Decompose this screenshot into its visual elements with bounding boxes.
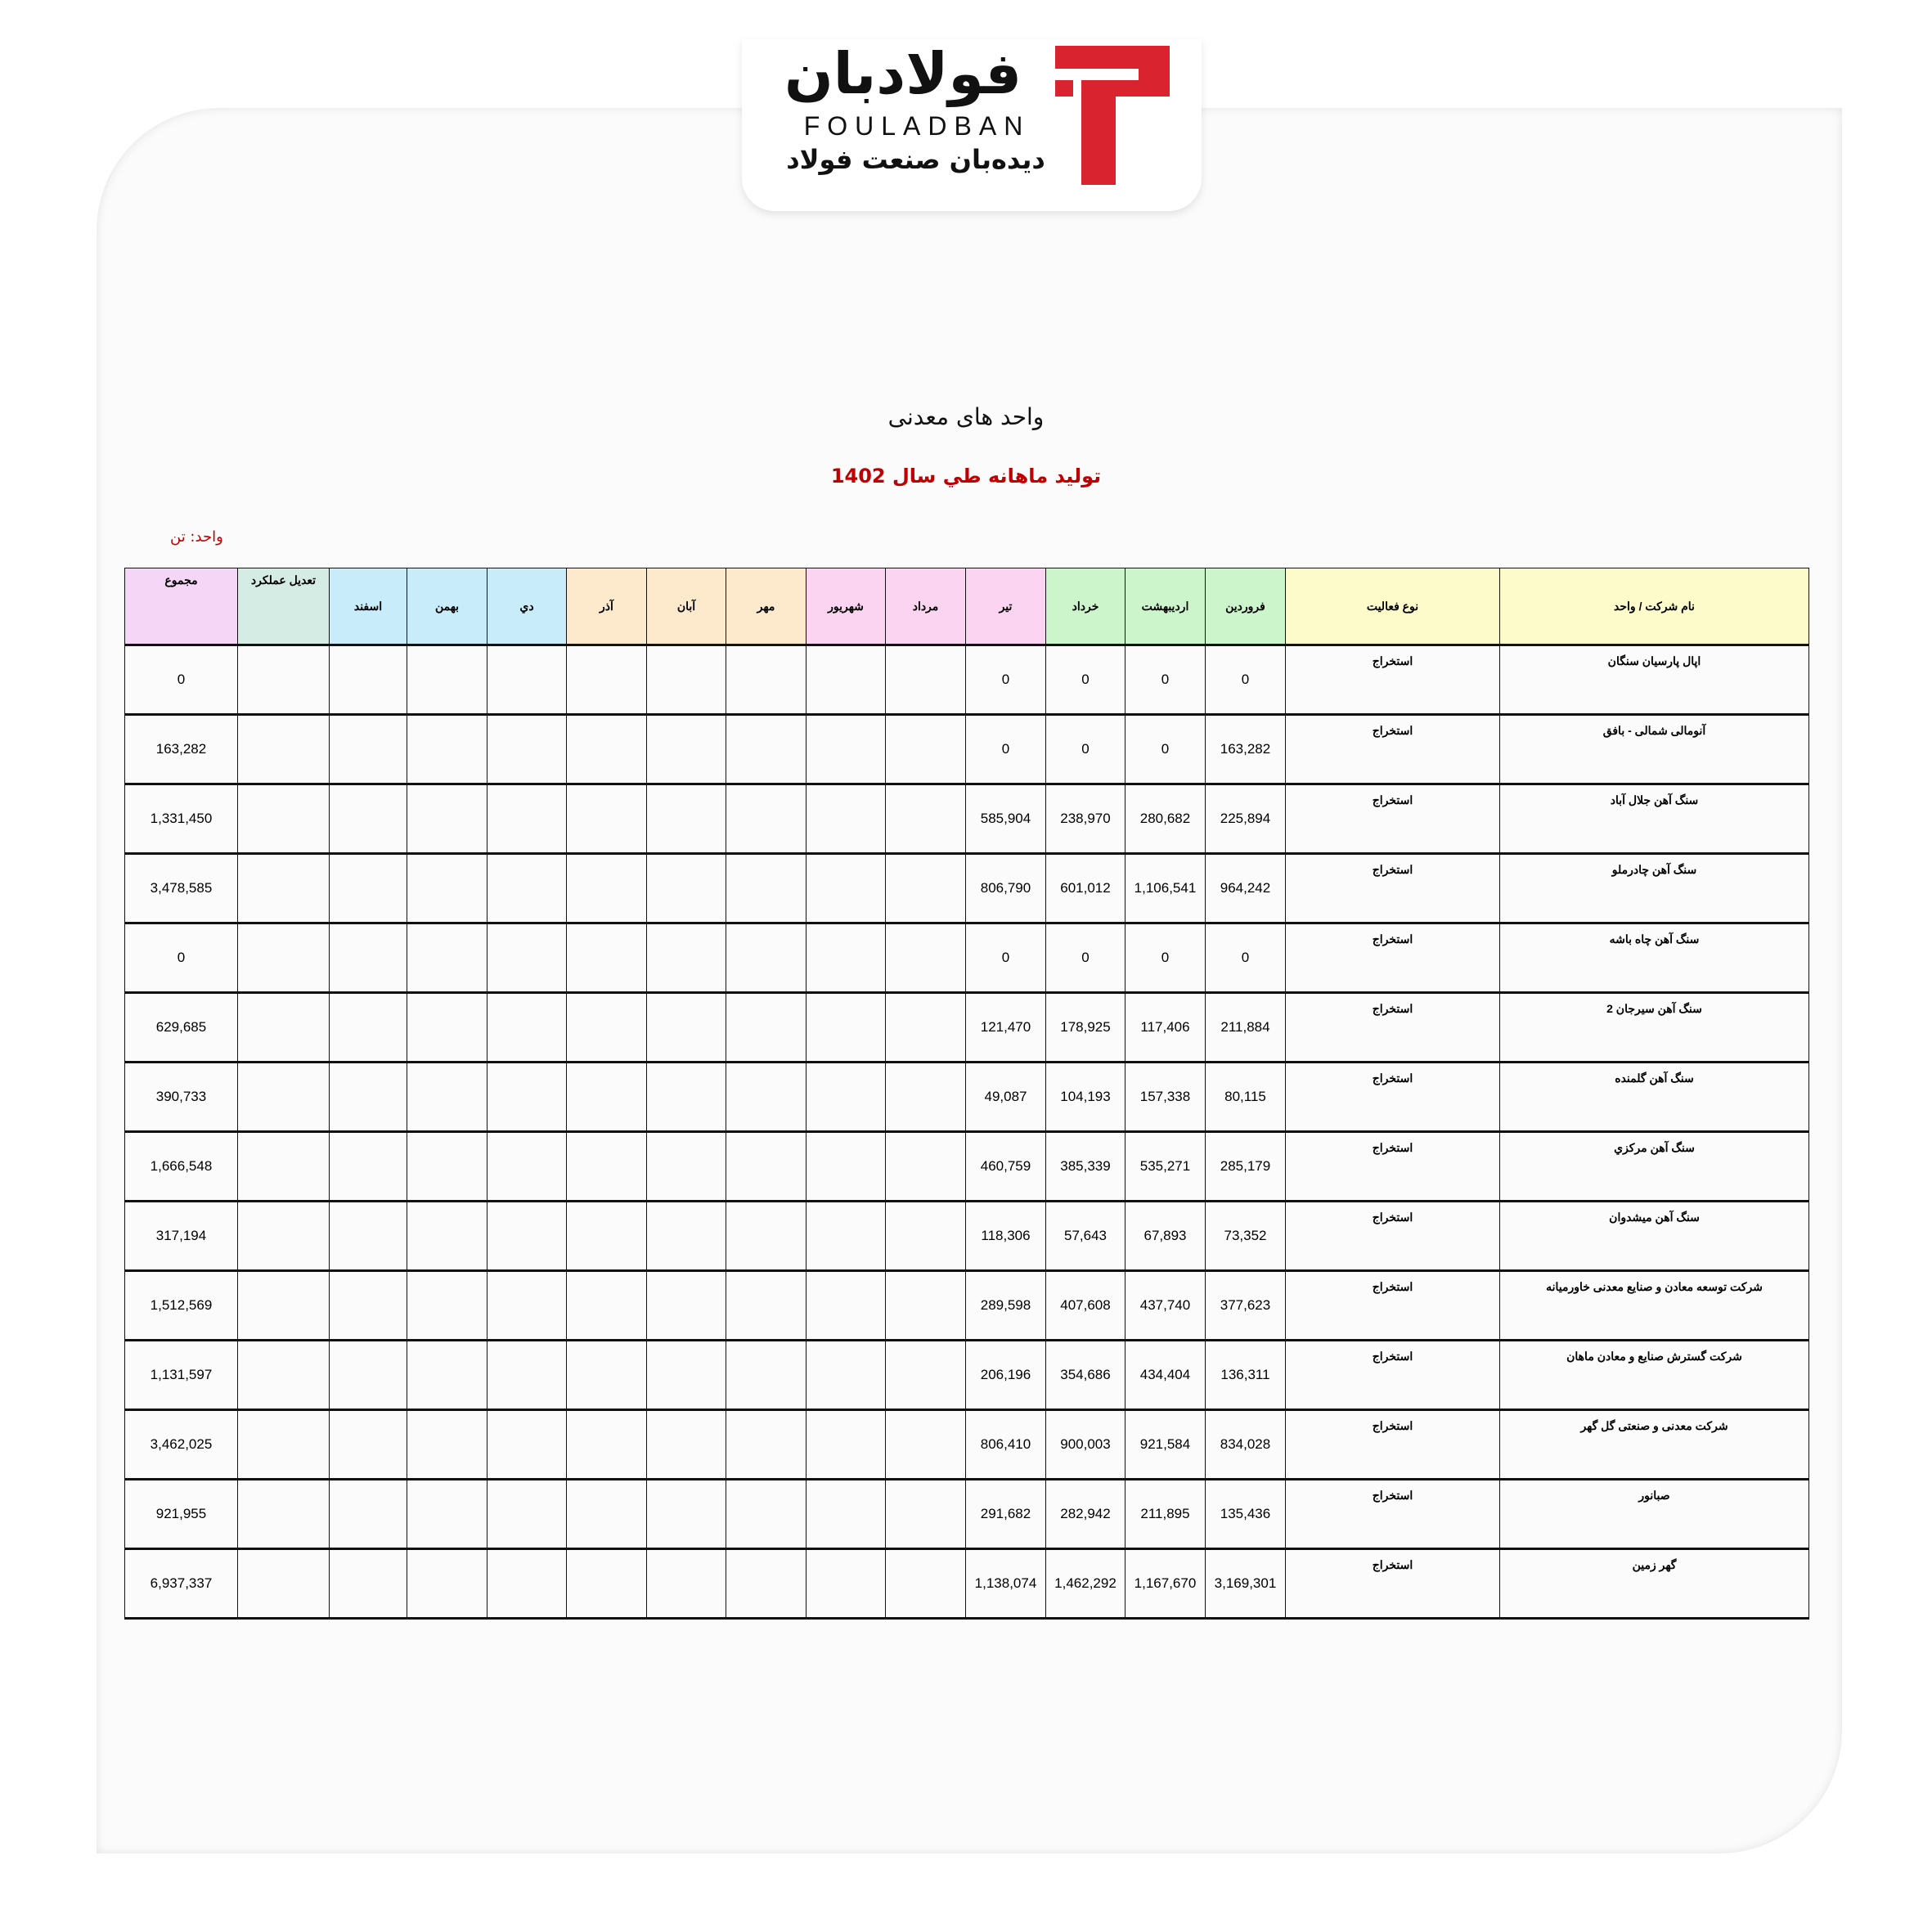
month-value-cell bbox=[886, 715, 966, 784]
company-name-cell: صبانور bbox=[1500, 1480, 1809, 1549]
month-value-cell bbox=[407, 1480, 487, 1549]
month-value-cell bbox=[647, 993, 726, 1063]
month-value-cell: 121,470 bbox=[966, 993, 1046, 1063]
month-value-cell bbox=[647, 645, 726, 715]
month-value-cell bbox=[487, 923, 567, 993]
month-value-cell: 225,894 bbox=[1206, 784, 1286, 854]
month-value-cell bbox=[330, 1063, 407, 1132]
company-name-cell: گهر زمين bbox=[1500, 1549, 1809, 1619]
month-value-cell: 0 bbox=[1046, 923, 1126, 993]
month-value-cell bbox=[726, 1063, 806, 1132]
table-row bbox=[125, 645, 1809, 715]
total-cell: 317,194 bbox=[125, 1202, 238, 1271]
month-value-cell bbox=[407, 1132, 487, 1202]
header-month: آبان bbox=[647, 568, 726, 645]
company-name-cell: سنگ آهن سيرجان 2 bbox=[1500, 993, 1809, 1063]
month-value-cell bbox=[330, 784, 407, 854]
month-value-cell bbox=[726, 645, 806, 715]
month-value-cell bbox=[407, 1271, 487, 1341]
header-month: تير bbox=[966, 568, 1046, 645]
header-month: مرداد bbox=[886, 568, 966, 645]
month-value-cell bbox=[806, 1202, 886, 1271]
month-value-cell bbox=[487, 854, 567, 923]
header-adjustment: تعديل عملکرد bbox=[238, 568, 330, 645]
month-value-cell bbox=[726, 854, 806, 923]
month-value-cell: 211,895 bbox=[1126, 1480, 1206, 1549]
adjustment-cell bbox=[238, 1480, 330, 1549]
header-month: خرداد bbox=[1046, 568, 1126, 645]
activity-cell: استخراج bbox=[1286, 1410, 1500, 1480]
month-value-cell: 163,282 bbox=[1206, 715, 1286, 784]
month-value-cell bbox=[726, 715, 806, 784]
month-value-cell: 0 bbox=[966, 923, 1046, 993]
activity-cell: استخراج bbox=[1286, 1132, 1500, 1202]
month-value-cell: 157,338 bbox=[1126, 1063, 1206, 1132]
month-value-cell: 0 bbox=[1206, 645, 1286, 715]
month-value-cell bbox=[647, 923, 726, 993]
month-value-cell bbox=[806, 784, 886, 854]
month-value-cell bbox=[567, 1202, 647, 1271]
page-subtitle: توليد ماهانه طي سال 1402 bbox=[830, 465, 1102, 487]
table-row bbox=[125, 1341, 1809, 1410]
month-value-cell bbox=[806, 715, 886, 784]
month-value-cell bbox=[567, 854, 647, 923]
company-name-cell: آنومالی شمالی - بافق bbox=[1500, 715, 1809, 784]
total-cell: 390,733 bbox=[125, 1063, 238, 1132]
company-name-cell: سنگ آهن مرکزي bbox=[1500, 1132, 1809, 1202]
month-value-cell bbox=[886, 1202, 966, 1271]
month-value-cell bbox=[407, 1549, 487, 1619]
header-company: نام شرکت / واحد bbox=[1500, 568, 1809, 645]
month-value-cell bbox=[567, 1480, 647, 1549]
month-value-cell: 3,169,301 bbox=[1206, 1549, 1286, 1619]
month-value-cell: 407,608 bbox=[1046, 1271, 1126, 1341]
table-row bbox=[125, 784, 1809, 854]
month-value-cell: 1,462,292 bbox=[1046, 1549, 1126, 1619]
month-value-cell bbox=[330, 645, 407, 715]
month-value-cell bbox=[647, 715, 726, 784]
month-value-cell: 0 bbox=[1206, 923, 1286, 993]
table-row bbox=[125, 993, 1809, 1063]
month-value-cell: 535,271 bbox=[1126, 1132, 1206, 1202]
month-value-cell bbox=[647, 784, 726, 854]
adjustment-cell bbox=[238, 993, 330, 1063]
month-value-cell: 0 bbox=[1126, 715, 1206, 784]
logo-brand-en: FOULADBAN bbox=[803, 111, 1031, 141]
month-value-cell: 1,167,670 bbox=[1126, 1549, 1206, 1619]
table-row bbox=[125, 1480, 1809, 1549]
activity-cell: استخراج bbox=[1286, 1063, 1500, 1132]
table-row bbox=[125, 1202, 1809, 1271]
month-value-cell: 0 bbox=[966, 715, 1046, 784]
month-value-cell: 585,904 bbox=[966, 784, 1046, 854]
month-value-cell bbox=[806, 1410, 886, 1480]
header-month: مهر bbox=[726, 568, 806, 645]
month-value-cell bbox=[886, 1410, 966, 1480]
month-value-cell bbox=[647, 1341, 726, 1410]
month-value-cell bbox=[806, 854, 886, 923]
adjustment-cell bbox=[238, 715, 330, 784]
month-value-cell: 385,339 bbox=[1046, 1132, 1126, 1202]
month-value-cell: 291,682 bbox=[966, 1480, 1046, 1549]
adjustment-cell bbox=[238, 1549, 330, 1619]
month-value-cell bbox=[407, 1063, 487, 1132]
header-activity: نوع فعاليت bbox=[1286, 568, 1500, 645]
month-value-cell bbox=[407, 784, 487, 854]
month-value-cell bbox=[726, 1410, 806, 1480]
production-table bbox=[124, 568, 1809, 1620]
month-value-cell bbox=[806, 1063, 886, 1132]
month-value-cell bbox=[330, 1202, 407, 1271]
unit-label: واحد: تن bbox=[170, 528, 223, 546]
company-name-cell: سنگ آهن چادرملو bbox=[1500, 854, 1809, 923]
header-month: اسفند bbox=[330, 568, 407, 645]
month-value-cell: 434,404 bbox=[1126, 1341, 1206, 1410]
company-name-cell: سنگ آهن ميشدوان bbox=[1500, 1202, 1809, 1271]
company-name-cell: اپال پارسيان سنگان bbox=[1500, 645, 1809, 715]
activity-cell: استخراج bbox=[1286, 1202, 1500, 1271]
month-value-cell bbox=[330, 1341, 407, 1410]
month-value-cell: 601,012 bbox=[1046, 854, 1126, 923]
month-value-cell bbox=[407, 1410, 487, 1480]
month-value-cell bbox=[567, 1063, 647, 1132]
month-value-cell: 285,179 bbox=[1206, 1132, 1286, 1202]
month-value-cell bbox=[647, 1132, 726, 1202]
month-value-cell bbox=[567, 1271, 647, 1341]
month-value-cell bbox=[567, 645, 647, 715]
month-value-cell bbox=[647, 1410, 726, 1480]
month-value-cell bbox=[886, 1549, 966, 1619]
table-row bbox=[125, 1132, 1809, 1202]
month-value-cell bbox=[726, 1132, 806, 1202]
month-value-cell: 49,087 bbox=[966, 1063, 1046, 1132]
adjustment-cell bbox=[238, 1271, 330, 1341]
month-value-cell bbox=[330, 1410, 407, 1480]
month-value-cell bbox=[330, 1132, 407, 1202]
month-value-cell bbox=[886, 1132, 966, 1202]
month-value-cell bbox=[487, 1480, 567, 1549]
activity-cell: استخراج bbox=[1286, 993, 1500, 1063]
month-value-cell: 834,028 bbox=[1206, 1410, 1286, 1480]
total-cell: 1,331,450 bbox=[125, 784, 238, 854]
month-value-cell bbox=[806, 993, 886, 1063]
table-row bbox=[125, 854, 1809, 923]
month-value-cell bbox=[407, 923, 487, 993]
month-value-cell bbox=[487, 784, 567, 854]
company-name-cell: شرکت گسترش صنايع و معادن ماهان bbox=[1500, 1341, 1809, 1410]
month-value-cell: 900,003 bbox=[1046, 1410, 1126, 1480]
month-value-cell bbox=[330, 715, 407, 784]
month-value-cell: 117,406 bbox=[1126, 993, 1206, 1063]
header-month: بهمن bbox=[407, 568, 487, 645]
month-value-cell bbox=[886, 1480, 966, 1549]
adjustment-cell bbox=[238, 854, 330, 923]
adjustment-cell bbox=[238, 1063, 330, 1132]
month-value-cell bbox=[487, 1063, 567, 1132]
month-value-cell bbox=[647, 1063, 726, 1132]
month-value-cell: 1,138,074 bbox=[966, 1549, 1046, 1619]
month-value-cell: 118,306 bbox=[966, 1202, 1046, 1271]
month-value-cell bbox=[567, 715, 647, 784]
total-cell: 6,937,337 bbox=[125, 1549, 238, 1619]
month-value-cell bbox=[886, 1341, 966, 1410]
total-cell: 1,131,597 bbox=[125, 1341, 238, 1410]
month-value-cell: 377,623 bbox=[1206, 1271, 1286, 1341]
month-value-cell bbox=[330, 993, 407, 1063]
month-value-cell: 67,893 bbox=[1126, 1202, 1206, 1271]
month-value-cell bbox=[886, 993, 966, 1063]
month-value-cell bbox=[726, 923, 806, 993]
total-cell: 163,282 bbox=[125, 715, 238, 784]
month-value-cell bbox=[407, 645, 487, 715]
month-value-cell bbox=[726, 784, 806, 854]
month-value-cell bbox=[567, 784, 647, 854]
month-value-cell bbox=[886, 854, 966, 923]
activity-cell: استخراج bbox=[1286, 1480, 1500, 1549]
month-value-cell bbox=[487, 993, 567, 1063]
month-value-cell: 73,352 bbox=[1206, 1202, 1286, 1271]
month-value-cell bbox=[886, 1063, 966, 1132]
activity-cell: استخراج bbox=[1286, 1271, 1500, 1341]
month-value-cell: 0 bbox=[966, 645, 1046, 715]
month-value-cell bbox=[567, 1410, 647, 1480]
header-month: شهريور bbox=[806, 568, 886, 645]
month-value-cell: 211,884 bbox=[1206, 993, 1286, 1063]
company-name-cell: سنگ آهن جلال آباد bbox=[1500, 784, 1809, 854]
month-value-cell bbox=[806, 1549, 886, 1619]
header-month: فروردين bbox=[1206, 568, 1286, 645]
month-value-cell bbox=[407, 1341, 487, 1410]
month-value-cell bbox=[806, 1132, 886, 1202]
month-value-cell: 80,115 bbox=[1206, 1063, 1286, 1132]
month-value-cell bbox=[886, 645, 966, 715]
month-value-cell: 57,643 bbox=[1046, 1202, 1126, 1271]
month-value-cell: 104,193 bbox=[1046, 1063, 1126, 1132]
month-value-cell bbox=[567, 1341, 647, 1410]
month-value-cell: 460,759 bbox=[966, 1132, 1046, 1202]
logo-tagline: دیده‌بان صنعت فولاد bbox=[786, 144, 1045, 175]
table-row bbox=[125, 1063, 1809, 1132]
total-cell: 921,955 bbox=[125, 1480, 238, 1549]
month-value-cell bbox=[886, 1271, 966, 1341]
month-value-cell: 0 bbox=[1126, 923, 1206, 993]
month-value-cell bbox=[487, 645, 567, 715]
month-value-cell: 806,410 bbox=[966, 1410, 1046, 1480]
month-value-cell: 0 bbox=[1046, 645, 1126, 715]
adjustment-cell bbox=[238, 1132, 330, 1202]
table-row bbox=[125, 1271, 1809, 1341]
month-value-cell bbox=[647, 1480, 726, 1549]
month-value-cell: 806,790 bbox=[966, 854, 1046, 923]
month-value-cell bbox=[567, 923, 647, 993]
header-month: ارديبهشت bbox=[1126, 568, 1206, 645]
activity-cell: استخراج bbox=[1286, 1341, 1500, 1410]
month-value-cell: 135,436 bbox=[1206, 1480, 1286, 1549]
activity-cell: استخراج bbox=[1286, 1549, 1500, 1619]
month-value-cell bbox=[726, 1202, 806, 1271]
header-total: مجموع bbox=[125, 568, 238, 645]
month-value-cell: 282,942 bbox=[1046, 1480, 1126, 1549]
month-value-cell: 437,740 bbox=[1126, 1271, 1206, 1341]
month-value-cell bbox=[487, 1202, 567, 1271]
activity-cell: استخراج bbox=[1286, 923, 1500, 993]
total-cell: 3,478,585 bbox=[125, 854, 238, 923]
total-cell: 3,462,025 bbox=[125, 1410, 238, 1480]
table-row bbox=[125, 923, 1809, 993]
total-cell: 1,512,569 bbox=[125, 1271, 238, 1341]
month-value-cell bbox=[886, 784, 966, 854]
total-cell: 0 bbox=[125, 645, 238, 715]
month-value-cell bbox=[806, 1480, 886, 1549]
month-value-cell: 921,584 bbox=[1126, 1410, 1206, 1480]
month-value-cell bbox=[487, 1410, 567, 1480]
month-value-cell bbox=[330, 1549, 407, 1619]
month-value-cell: 178,925 bbox=[1046, 993, 1126, 1063]
month-value-cell bbox=[647, 1549, 726, 1619]
logo-brand-fa: فولادبان bbox=[784, 40, 1022, 107]
activity-cell: استخراج bbox=[1286, 645, 1500, 715]
month-value-cell: 354,686 bbox=[1046, 1341, 1126, 1410]
header-month: دي bbox=[487, 568, 567, 645]
table-row bbox=[125, 1549, 1809, 1619]
month-value-cell bbox=[726, 1271, 806, 1341]
month-value-cell bbox=[487, 1271, 567, 1341]
month-value-cell bbox=[330, 854, 407, 923]
adjustment-cell bbox=[238, 923, 330, 993]
logo bbox=[742, 39, 1202, 211]
month-value-cell: 136,311 bbox=[1206, 1341, 1286, 1410]
table-row bbox=[125, 715, 1809, 784]
adjustment-cell bbox=[238, 784, 330, 854]
company-name-cell: شرکت توسعه معادن و صنايع معدنی خاورميانه bbox=[1500, 1271, 1809, 1341]
month-value-cell bbox=[407, 854, 487, 923]
month-value-cell bbox=[330, 923, 407, 993]
month-value-cell: 238,970 bbox=[1046, 784, 1126, 854]
month-value-cell bbox=[487, 1341, 567, 1410]
month-value-cell bbox=[330, 1271, 407, 1341]
adjustment-cell bbox=[238, 1202, 330, 1271]
month-value-cell bbox=[806, 923, 886, 993]
month-value-cell bbox=[647, 1271, 726, 1341]
adjustment-cell bbox=[238, 1341, 330, 1410]
month-value-cell bbox=[726, 1549, 806, 1619]
company-name-cell: سنگ آهن چاه باشه bbox=[1500, 923, 1809, 993]
month-value-cell: 206,196 bbox=[966, 1341, 1046, 1410]
month-value-cell bbox=[487, 715, 567, 784]
month-value-cell bbox=[806, 1341, 886, 1410]
month-value-cell bbox=[407, 1202, 487, 1271]
total-cell: 1,666,548 bbox=[125, 1132, 238, 1202]
month-value-cell bbox=[886, 923, 966, 993]
adjustment-cell bbox=[238, 645, 330, 715]
month-value-cell bbox=[726, 1341, 806, 1410]
company-name-cell: شرکت معدنی و صنعتی گل گهر bbox=[1500, 1410, 1809, 1480]
company-name-cell: سنگ آهن گلمنده bbox=[1500, 1063, 1809, 1132]
month-value-cell bbox=[567, 993, 647, 1063]
month-value-cell bbox=[726, 1480, 806, 1549]
month-value-cell bbox=[407, 715, 487, 784]
month-value-cell bbox=[647, 1202, 726, 1271]
table-row bbox=[125, 1410, 1809, 1480]
month-value-cell bbox=[806, 1271, 886, 1341]
month-value-cell: 964,242 bbox=[1206, 854, 1286, 923]
month-value-cell bbox=[567, 1132, 647, 1202]
month-value-cell bbox=[330, 1480, 407, 1549]
month-value-cell bbox=[487, 1549, 567, 1619]
month-value-cell bbox=[647, 854, 726, 923]
month-value-cell: 280,682 bbox=[1126, 784, 1206, 854]
total-cell: 0 bbox=[125, 923, 238, 993]
month-value-cell bbox=[487, 1132, 567, 1202]
activity-cell: استخراج bbox=[1286, 854, 1500, 923]
month-value-cell bbox=[407, 993, 487, 1063]
table-header-row bbox=[125, 568, 1809, 645]
activity-cell: استخراج bbox=[1286, 784, 1500, 854]
month-value-cell: 1,106,541 bbox=[1126, 854, 1206, 923]
header-month: آذر bbox=[567, 568, 647, 645]
month-value-cell bbox=[567, 1549, 647, 1619]
total-cell: 629,685 bbox=[125, 993, 238, 1063]
month-value-cell: 0 bbox=[1046, 715, 1126, 784]
table-body bbox=[125, 645, 1809, 1619]
month-value-cell: 289,598 bbox=[966, 1271, 1046, 1341]
fouladban-logo-icon bbox=[1055, 46, 1170, 185]
month-value-cell bbox=[726, 993, 806, 1063]
activity-cell: استخراج bbox=[1286, 715, 1500, 784]
adjustment-cell bbox=[238, 1410, 330, 1480]
page-title: واحد های معدنی bbox=[887, 403, 1045, 430]
month-value-cell bbox=[806, 645, 886, 715]
month-value-cell: 0 bbox=[1126, 645, 1206, 715]
